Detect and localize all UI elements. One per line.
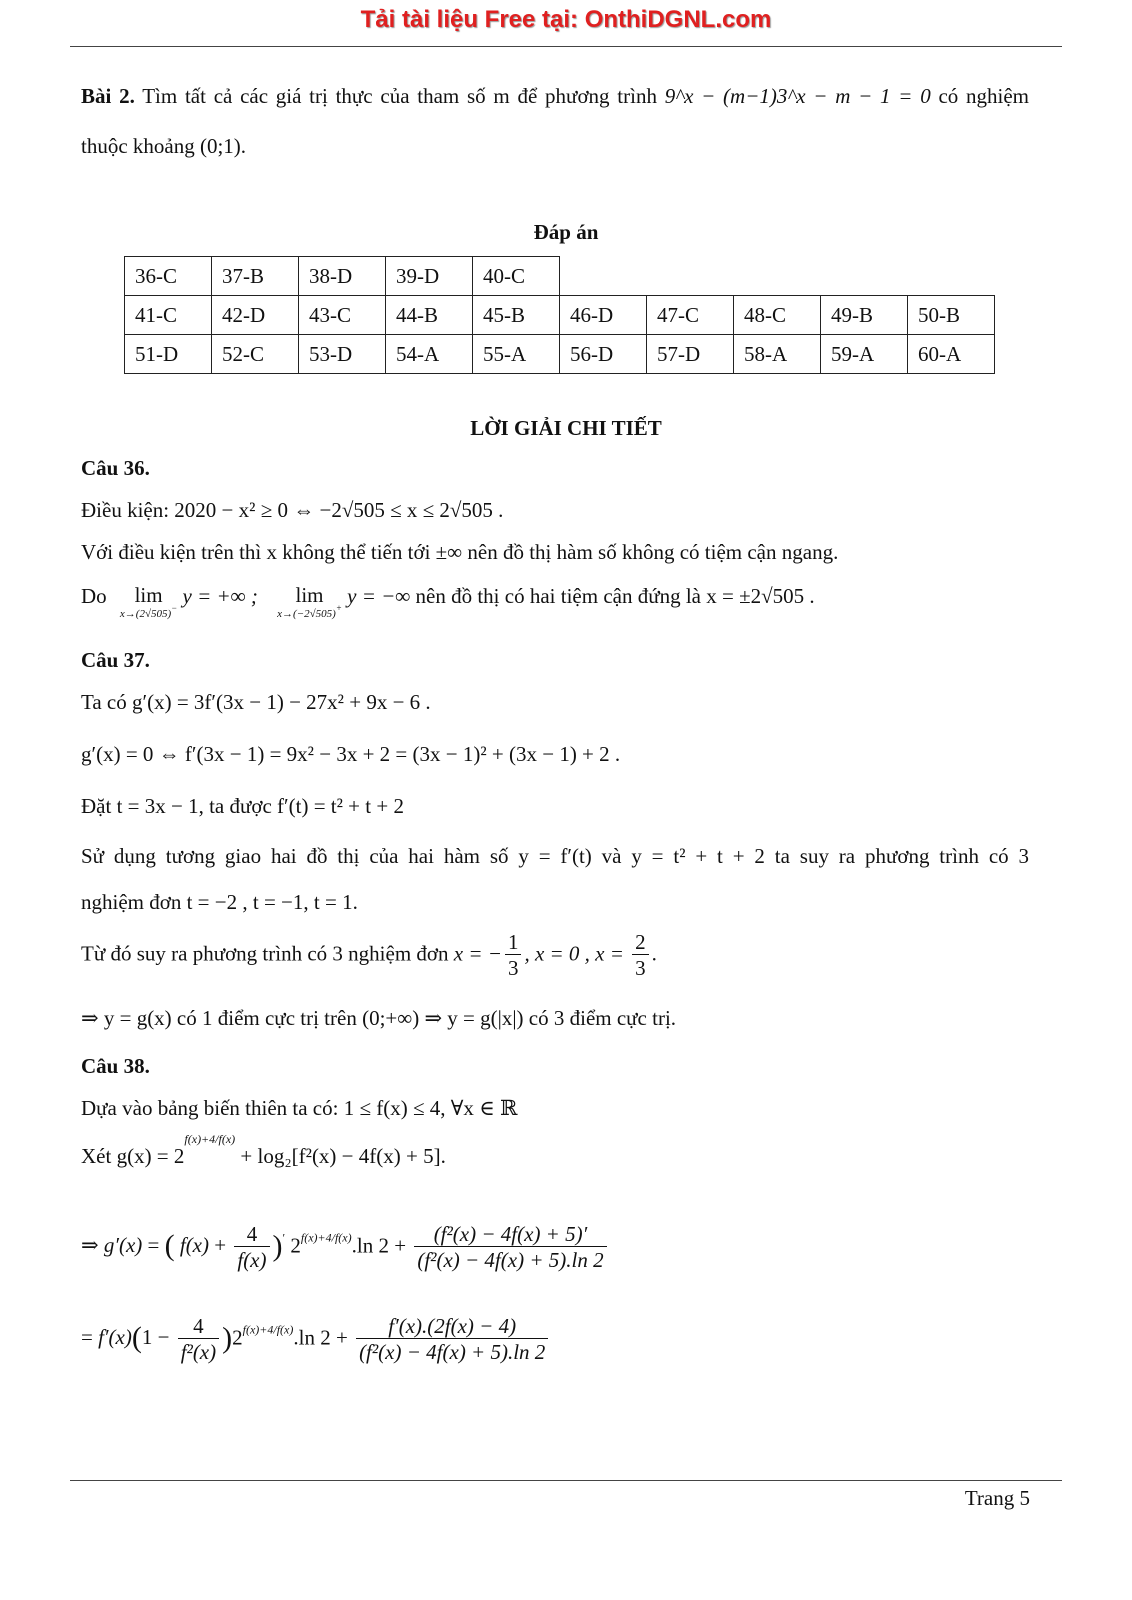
bai2-line2: thuộc khoảng (0;1). bbox=[81, 134, 247, 158]
answer-cell: 36-C bbox=[125, 257, 212, 296]
answer-cell: 56-D bbox=[560, 335, 647, 374]
cau37-title: Câu 37. bbox=[81, 648, 150, 672]
cau37-line1: Ta có g′(x) = 3f′(3x − 1) − 27x² + 9x − 6 . bbox=[81, 690, 431, 714]
cau38-log: + log₂[f²(x) − 4f(x) + 5]. bbox=[240, 1144, 446, 1168]
answer-cell: 55-A bbox=[473, 335, 560, 374]
bai2-label: Bài 2. bbox=[81, 84, 135, 108]
answer-cell: 57-D bbox=[647, 335, 734, 374]
answer-cell: 39-D bbox=[386, 257, 473, 296]
cau38-derivative-1: ⇒ g′(x) = ( f(x) + $\frac{4}{f(x)}$ )′ $2^{f(x)+4/f(x)}.\ln$ 2 + $\frac{\text{(f²(x) − 4f(x) + 5)′}}{\text{(f²(x) − 4f(x) + 5).ln 2}}$ bbox=[81, 1222, 610, 1273]
bai2-equation: 9^x − (m−1)3^x − m − 1 = 0 bbox=[664, 84, 931, 108]
answer-cell: 50-B bbox=[908, 296, 995, 335]
cau37-line4: Sử dụng tương giao hai đồ thị của hai hàm số y = f′(t) và y = t² + t + 2 ta suy ra phương trình có 3 bbox=[81, 844, 1029, 868]
answer-cell: 43-C bbox=[299, 296, 386, 335]
bai2-text: Tìm tất cả các giá trị thực của tham số m để phương trình bbox=[142, 84, 657, 108]
bai2-tail: có nghiệm bbox=[938, 84, 1030, 108]
cau36-conclusion: nên đồ thị có hai tiệm cận đứng là x = ±2√505 . bbox=[415, 584, 815, 608]
answer-cell: 47-C bbox=[647, 296, 734, 335]
answer-cell: 42-D bbox=[212, 296, 299, 335]
empty-cell bbox=[560, 257, 995, 296]
cau37-line3: Đặt t = 3x − 1, ta được f′(t) = t² + t + 2 bbox=[81, 794, 404, 818]
answer-cell: 54-A bbox=[386, 335, 473, 374]
answer-table bbox=[124, 256, 995, 374]
answers-title: Đáp án bbox=[533, 220, 599, 244]
cau38-derivative-2: = f′(x)(1 − $\frac{4}{\text{f²(x)}}$ )$2^{f(x)+4/f(x)}.\ln$ 2 + $\frac{f'(x).(2f(x) - 4)}{\text{(f²(x) − 4f(x) + 5).ln 2}}$ bbox=[81, 1314, 551, 1365]
answer-cell: 41-C bbox=[125, 296, 212, 335]
answer-cell: 52-C bbox=[212, 335, 299, 374]
answer-cell: 48-C bbox=[734, 296, 821, 335]
page-number: Trang 5 bbox=[964, 1486, 1030, 1510]
cau36-line3: Do lim x→(2√505)− y = +∞ ; lim x→(−2√505)+ y = −∞ nên đồ thị có hai tiệm cận đứng là x = ±2√505 . bbox=[81, 583, 815, 620]
cau37-line6-text: Từ đó suy ra phương trình có 3 nghiệm đơn bbox=[81, 941, 449, 966]
cau36-title: Câu 36. bbox=[81, 456, 150, 480]
answer-cell: 38-D bbox=[299, 257, 386, 296]
cau38-title: Câu 38. bbox=[81, 1054, 150, 1078]
fraction-two-thirds: $\frac{2}{3}$ bbox=[632, 930, 649, 981]
cau38-line2: Xét $g(x) = 2^{f(x)+4/f(x)} + \log_2[f^2(x) - 4f(x) + 5]$. bbox=[81, 1132, 446, 1168]
answer-cell: 45-B bbox=[473, 296, 560, 335]
bai2-line1 bbox=[81, 84, 1029, 109]
table-row bbox=[125, 257, 995, 296]
answer-cell: 59-A bbox=[821, 335, 908, 374]
answer-cell: 46-D bbox=[560, 296, 647, 335]
cau37-line7: ⇒ y = g(x) có 1 điểm cực trị trên (0;+∞) ⇒ y = g(|x|) có 3 điểm cực trị. bbox=[81, 1006, 677, 1030]
cau36-line2: Với điều kiện trên thì x không thể tiến tới ±∞ nên đồ thị hàm số không có tiệm cận ngang. bbox=[81, 540, 839, 564]
answer-cell: 60-A bbox=[908, 335, 995, 374]
solution-title: LỜI GIẢI CHI TIẾT bbox=[470, 416, 662, 440]
limit-2: lim x→(−2√505)+ bbox=[277, 583, 342, 620]
answer-cell: 49-B bbox=[821, 296, 908, 335]
answer-cell: 44-B bbox=[386, 296, 473, 335]
answer-cell: 40-C bbox=[473, 257, 560, 296]
fraction-one-third: $\frac{1}{3}$ bbox=[505, 930, 522, 981]
table-row bbox=[125, 335, 995, 374]
cau37-line2: g′(x) = 0 ⇔ f′(3x − 1) = 9x² − 3x + 2 = (3x − 1)² + (3x − 1) + 2 . bbox=[81, 742, 621, 766]
cau36-line1: Điều kiện: 2020 − x² ≥ 0 ⇔ −2√505 ≤ x ≤ 2√505 . bbox=[81, 498, 504, 522]
cau36-do: Do bbox=[81, 584, 107, 608]
limit-1: lim x→(2√505)− bbox=[119, 583, 178, 620]
answer-cell: 53-D bbox=[299, 335, 386, 374]
header-rule bbox=[70, 46, 1062, 47]
answer-cell: 51-D bbox=[125, 335, 212, 374]
cau37-line6: Từ đó suy ra phương trình có 3 nghiệm đơn x = − $\frac{1}{3}$ , x = 0 , x = $\frac{2}{3}$ . bbox=[81, 930, 657, 980]
answer-cell: 58-A bbox=[734, 335, 821, 374]
footer-rule bbox=[70, 1480, 1062, 1481]
answer-cell: 37-B bbox=[212, 257, 299, 296]
cau38-line1: Dựa vào bảng biến thiên ta có: 1 ≤ f(x) ≤ 4, ∀x ∈ ℝ bbox=[81, 1096, 518, 1120]
table-row bbox=[125, 296, 995, 335]
cau38-g-def: Xét g(x) = 2 bbox=[81, 1144, 185, 1168]
cau37-line5: nghiệm đơn t = −2 , t = −1, t = 1. bbox=[81, 890, 358, 914]
site-banner[interactable]: Tải tài liệu Free tại: OnthiDGNL.com bbox=[360, 6, 772, 33]
